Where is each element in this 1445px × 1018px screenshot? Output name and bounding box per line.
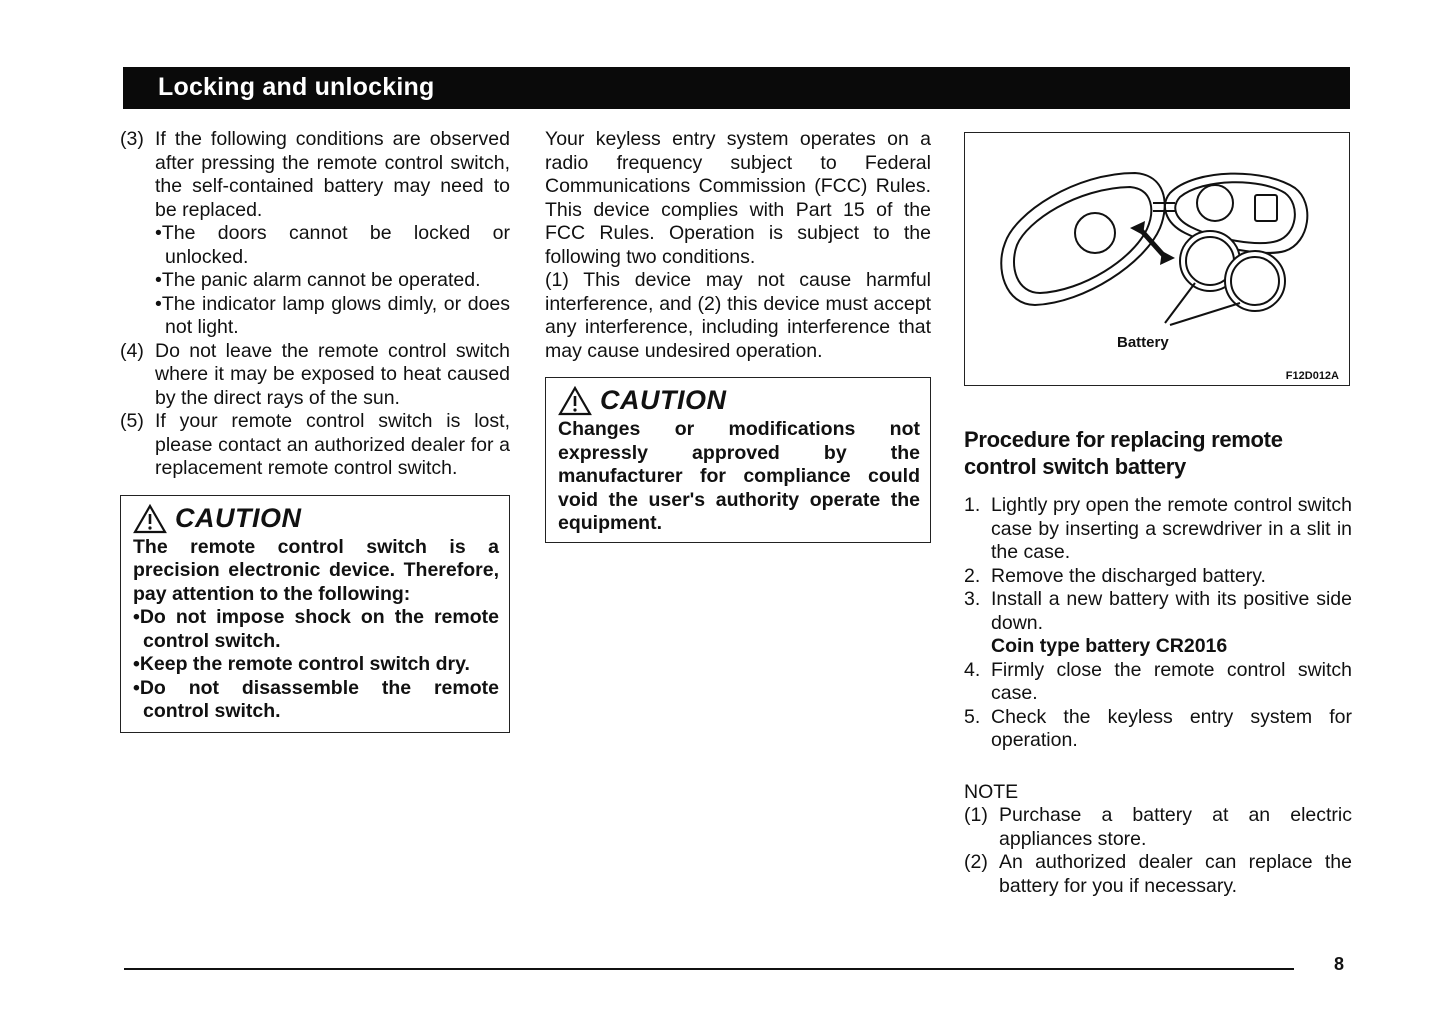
- step-number: 2.: [964, 564, 981, 587]
- step-number: 3.: [964, 588, 981, 610]
- item-number: (4): [120, 339, 144, 362]
- caution-bullet: •Keep the remote control switch dry.: [133, 653, 470, 675]
- step-number: 4.: [964, 658, 981, 681]
- figure-code: F12D012A: [1285, 370, 1339, 382]
- item-number: (3): [120, 128, 144, 150]
- fcc-conditions: (1) This device may not cause harmful interference, and (2) this device must accept any interference, including interference that may cause undesired operation.: [545, 269, 931, 362]
- step-item: [964, 659, 1352, 706]
- caution-text: The remote control switch is a precision electronic device. Therefore, pay attention to the following:: [133, 535, 499, 605]
- item-text: Do not leave the remote control switch where it may be exposed to heat caused by the direct rays of the sun.: [155, 339, 510, 409]
- middle-column: [545, 128, 931, 543]
- caution-bullet: •Do not impose shock on the remote control switch.: [133, 606, 499, 652]
- step-number: 5.: [964, 705, 981, 728]
- step-text: Remove the discharged battery.: [991, 564, 1266, 587]
- warning-triangle-icon: [133, 504, 167, 534]
- figure-label: Battery: [1117, 334, 1169, 351]
- caution-box: [545, 377, 931, 543]
- left-column: [120, 128, 510, 733]
- step-item: [964, 494, 1352, 565]
- step-text: Check the keyless entry system for operation.: [991, 705, 1352, 751]
- list-item: [120, 340, 510, 411]
- list-item: [120, 410, 510, 481]
- fcc-paragraph: Your keyless entry system operates on a radio frequency subject to Federal Communications Commission (FCC) Rules. This device complies with Part 15 of the FCC Rules. Operation is subject to the following two conditions.: [545, 128, 931, 268]
- item-number: (5): [120, 410, 144, 432]
- step-text: Firmly close the remote control switch case.: [991, 658, 1352, 704]
- step-item: [964, 588, 1352, 635]
- caution-bullet: •Do not disassemble the remote control switch.: [133, 676, 499, 722]
- step-text: Install a new battery with its positive side down.: [991, 588, 1352, 634]
- procedure-heading: Procedure for replacing remote control switch battery: [964, 427, 1283, 479]
- remote-battery-illustration: [965, 133, 1349, 333]
- step-number: 1.: [964, 494, 981, 516]
- page-title: Locking and unlocking: [158, 73, 435, 101]
- note-item: [964, 804, 1352, 851]
- step-item: [964, 706, 1352, 753]
- step-item: [964, 565, 1352, 589]
- battery-type: Coin type battery CR2016: [991, 635, 1228, 657]
- footer-rule: [124, 968, 1294, 970]
- bullet-item: •The panic alarm cannot be operated.: [155, 269, 481, 291]
- item-text: If the following conditions are observed after pressing the remote control switch, the self-contained battery may need to be replaced.: [155, 128, 510, 221]
- note-number: (2): [964, 851, 988, 873]
- battery-figure: [964, 132, 1350, 386]
- right-column: [964, 132, 1352, 898]
- caution-title: CAUTION: [175, 502, 302, 533]
- list-item: [120, 128, 510, 222]
- note-number: (1): [964, 804, 988, 826]
- caution-text: Changes or modifications not expressly approved by the manufacturer for compliance could void the user's authority operate the equipment.: [558, 418, 920, 534]
- item-text: If your remote control switch is lost, please contact an authorized dealer for a replacement remote control switch.: [155, 410, 510, 479]
- note-text: An authorized dealer can replace the battery for you if necessary.: [999, 851, 1352, 897]
- section-header-bar: [123, 67, 1350, 109]
- bullet-item: •The indicator lamp glows dimly, or does not light.: [155, 292, 510, 338]
- caution-title: CAUTION: [600, 385, 727, 416]
- bullet-item: •The doors cannot be locked or unlocked.: [155, 222, 510, 268]
- note-text: Purchase a battery at an electric appliances store.: [999, 804, 1352, 850]
- condition-bullets: [120, 222, 510, 340]
- page-number: 8: [1334, 954, 1345, 974]
- warning-triangle-icon: [558, 386, 592, 416]
- note-item: [964, 851, 1352, 898]
- step-text: Lightly pry open the remote control switch case by inserting a screwdriver in a slit in the case.: [991, 494, 1352, 563]
- note-title: NOTE: [964, 780, 1019, 803]
- caution-box: [120, 495, 510, 733]
